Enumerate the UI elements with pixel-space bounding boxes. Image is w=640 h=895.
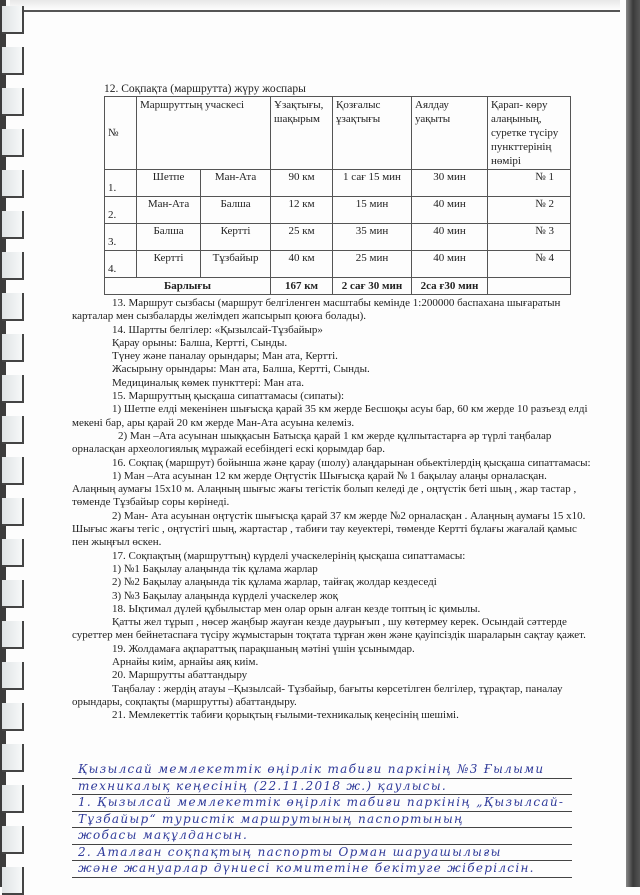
paragraph: 1) Ман –Ата асуынан 12 км жерде Оңтүстік Шығысқа қарай № 1 бақылау алаңы орналасқан. Алаңның аумағы 15х10 м. Алаңның шығыс жағы тегістік болып келеді де , оңтүстік беті шың , жар тастар , төменде Тұзбайыр соры көрінеді. xyxy=(72,469,577,509)
paragraph: 20. Маршрутты абаттандыру xyxy=(112,669,248,682)
segment-from: Шетпе xyxy=(137,170,201,197)
paragraph: 13. Маршрут сызбасы (маршрут белгіленген масштабы кемінде 1:200000 баспахана шығаратын карталар мен сызбаларды желімдеп жапсырып қоюға болады). xyxy=(72,297,561,323)
table-row xyxy=(105,197,571,224)
paragraph: 17. Соқпақтың (маршруттың) күрделі учаскелерінің қысқаша сипаттамасы: xyxy=(112,549,466,562)
total-travel: 2 сағ 30 мин xyxy=(333,278,412,295)
stop-time-cell: 40 мин xyxy=(412,251,488,278)
paragraph: Жасырыну орындары: Ман ата, Балша, Кертті, Сынды. xyxy=(112,363,370,376)
length-cell: 40 км xyxy=(271,251,333,278)
section-12-title: 12. Соқпақта (маршрутта) жүру жоспары xyxy=(104,83,306,95)
row-number: 1. xyxy=(105,170,137,197)
viewpoint-cell: № 2 xyxy=(488,197,571,224)
row-number: 2. xyxy=(105,197,137,224)
paragraph: Қарау орыны: Балша, Кертті, Сынды. xyxy=(112,336,288,349)
table-row xyxy=(105,251,571,278)
paragraph: 3) №3 Бақылау алаңында күрделі учаскелер жоқ xyxy=(112,589,338,602)
handwritten-line: 2. Аталған соқпақтың паспорты Орман шаруашылығы xyxy=(72,845,572,862)
header-length: Ұзақтығы, шақырым xyxy=(271,97,333,170)
route-plan-table xyxy=(104,96,571,295)
travel-time-cell: 15 мин xyxy=(333,197,412,224)
handwritten-line: техникалық кеңесінің (22.11.2018 ж.) қаулысы. xyxy=(72,779,572,796)
total-stop: 2са ғ30 мин xyxy=(412,278,488,295)
header-segment: Маршруттың учаскесі xyxy=(137,97,271,170)
viewpoint-cell: № 1 xyxy=(488,170,571,197)
table-total-row xyxy=(105,278,571,295)
handwritten-decision xyxy=(72,762,572,878)
row-number: 3. xyxy=(105,224,137,251)
paragraph: Медициналық көмек пункттері: Ман ата. xyxy=(112,376,305,389)
total-length: 167 км xyxy=(271,278,333,295)
paragraph: 2) Ман –Ата асуынан шыққасын Батысқа қарай 1 км жерде құлпытастарға әр түрлі таңбалар орналасқан археологиялық мұражай есебіндегі ескі қорымдар бар. xyxy=(72,429,552,456)
header-no: № xyxy=(105,97,137,170)
paragraph: Арнайы киім, арнайы аяқ киім. xyxy=(112,656,259,669)
paragraph: Таңбалау : жердің атауы –Қызылсай- Тұзбайыр, бағыты көрсетілген белгілер, тұрақтар, паналау орындары, соқпақты (маршрутты) абаттандыру. xyxy=(72,682,563,708)
table-row xyxy=(105,224,571,251)
handwritten-line: және жануарлар дүниесі комитетіне бекітуге жіберілсін. xyxy=(72,861,572,878)
travel-time-cell: 25 мин xyxy=(333,251,412,278)
handwritten-line: 1. Қызылсай мемлекеттік өңірлік табиғи паркінің „Қызылсай- xyxy=(72,795,572,812)
handwritten-line: Тұзбайыр“ туристік маршрутының паспортының xyxy=(72,812,572,829)
stop-time-cell: 40 мин xyxy=(412,224,488,251)
viewpoint-cell: № 3 xyxy=(488,224,571,251)
table-row xyxy=(105,170,571,197)
paragraph: 15. Маршруттың қысқаша сипаттамасы (сипаты): xyxy=(112,390,345,403)
segment-from: Кертті xyxy=(137,251,201,278)
paragraph: 16. Соқпақ (маршрут) бойынша және қарау (шолу) алаңдарынан обьектілердің қысқаша сипаттамасы: xyxy=(112,456,591,469)
total-label: Барлығы xyxy=(105,278,271,295)
paragraph: 1) №1 Бақылау алаңында тік құлама жарлар xyxy=(112,562,318,575)
document-body xyxy=(72,297,592,723)
row-number: 4. xyxy=(105,251,137,278)
segment-to: Кертті xyxy=(201,224,271,251)
length-cell: 12 км xyxy=(271,197,333,224)
paragraph: 1) Шетпе елді мекенінен шығысқа қарай 35 км жерде Бесшоқы асуы бар, 60 км жерде 10 разъезд елді мекені бар, ары қарай 20 км жерде Ман-Ата асуына келеміз. xyxy=(72,403,588,429)
paragraph: 19. Жолдамаға ақпараттық парақшаның мәтіні үшін ұсынымдар. xyxy=(112,642,415,655)
length-cell: 90 км xyxy=(271,170,333,197)
header-viewpoint: Қарап- көру алаңының, суретке түсіру пункттерінің нөмірі xyxy=(488,97,571,170)
header-stop-time: Аялдау уақыты xyxy=(412,97,488,170)
segment-to: Тұзбайыр xyxy=(201,251,271,278)
paragraph: 21. Мемлекеттік табиғи қорықтың ғылыми-техникалық кеңесінің шешімі. xyxy=(112,709,459,722)
paragraph: Қатты жел тұрып , нөсер жаңбыр жауған кезде даурығып , шу көтермеу керек. Осындай сәттерде суреттер мен бейнетаспаға түсіру жұмыстарын тоқтата тұрған жөн және қауіпсіздік шараларын сақтау қажет. xyxy=(72,616,586,642)
viewpoint-cell: № 4 xyxy=(488,251,571,278)
travel-time-cell: 35 мин xyxy=(333,224,412,251)
paragraph: Түнеу және паналау орындары; Ман ата, Кертті. xyxy=(112,350,338,363)
table-header-row xyxy=(105,97,571,170)
paragraph: 14. Шартты белгілер: «Қызылсай-Тұзбайыр» xyxy=(112,323,323,336)
paragraph: 2) Ман- Ата асуынан оңтүстік шығысқа қарай 37 км жерде №2 орналасқан . Алаңның аумағы 15 х10. Шығыс жағы тегіс , оңтүстігі шың, жартастар , табиғи тау кеуектері, төменде Кертті бұлағы жағалай қамыс пен жыңғыл өскен. xyxy=(72,509,586,549)
segment-to: Балша xyxy=(201,197,271,224)
header-travel-time: Қозғалыс ұзақтығы xyxy=(333,97,412,170)
travel-time-cell: 1 сағ 15 мин xyxy=(333,170,412,197)
segment-from: Ман-Ата xyxy=(137,197,201,224)
handwritten-line: Қызылсай мемлекеттік өңірлік табиғи паркінің №3 Ғылыми xyxy=(72,762,572,779)
length-cell: 25 км xyxy=(271,224,333,251)
handwritten-line: жобасы мақұлдансын. xyxy=(72,828,572,845)
stop-time-cell: 40 мин xyxy=(412,197,488,224)
segment-from: Балша xyxy=(137,224,201,251)
stop-time-cell: 30 мин xyxy=(412,170,488,197)
paragraph: 18. Ықтимал дүлей құбылыстар мен олар орын алған кезде топтың іс қимылы. xyxy=(112,602,481,615)
paragraph: 2) №2 Бақылау алаңында тік құлама жарлар, тайғақ жолдар кездеседі xyxy=(112,576,437,589)
segment-to: Ман-Ата xyxy=(201,170,271,197)
total-point xyxy=(488,278,571,295)
